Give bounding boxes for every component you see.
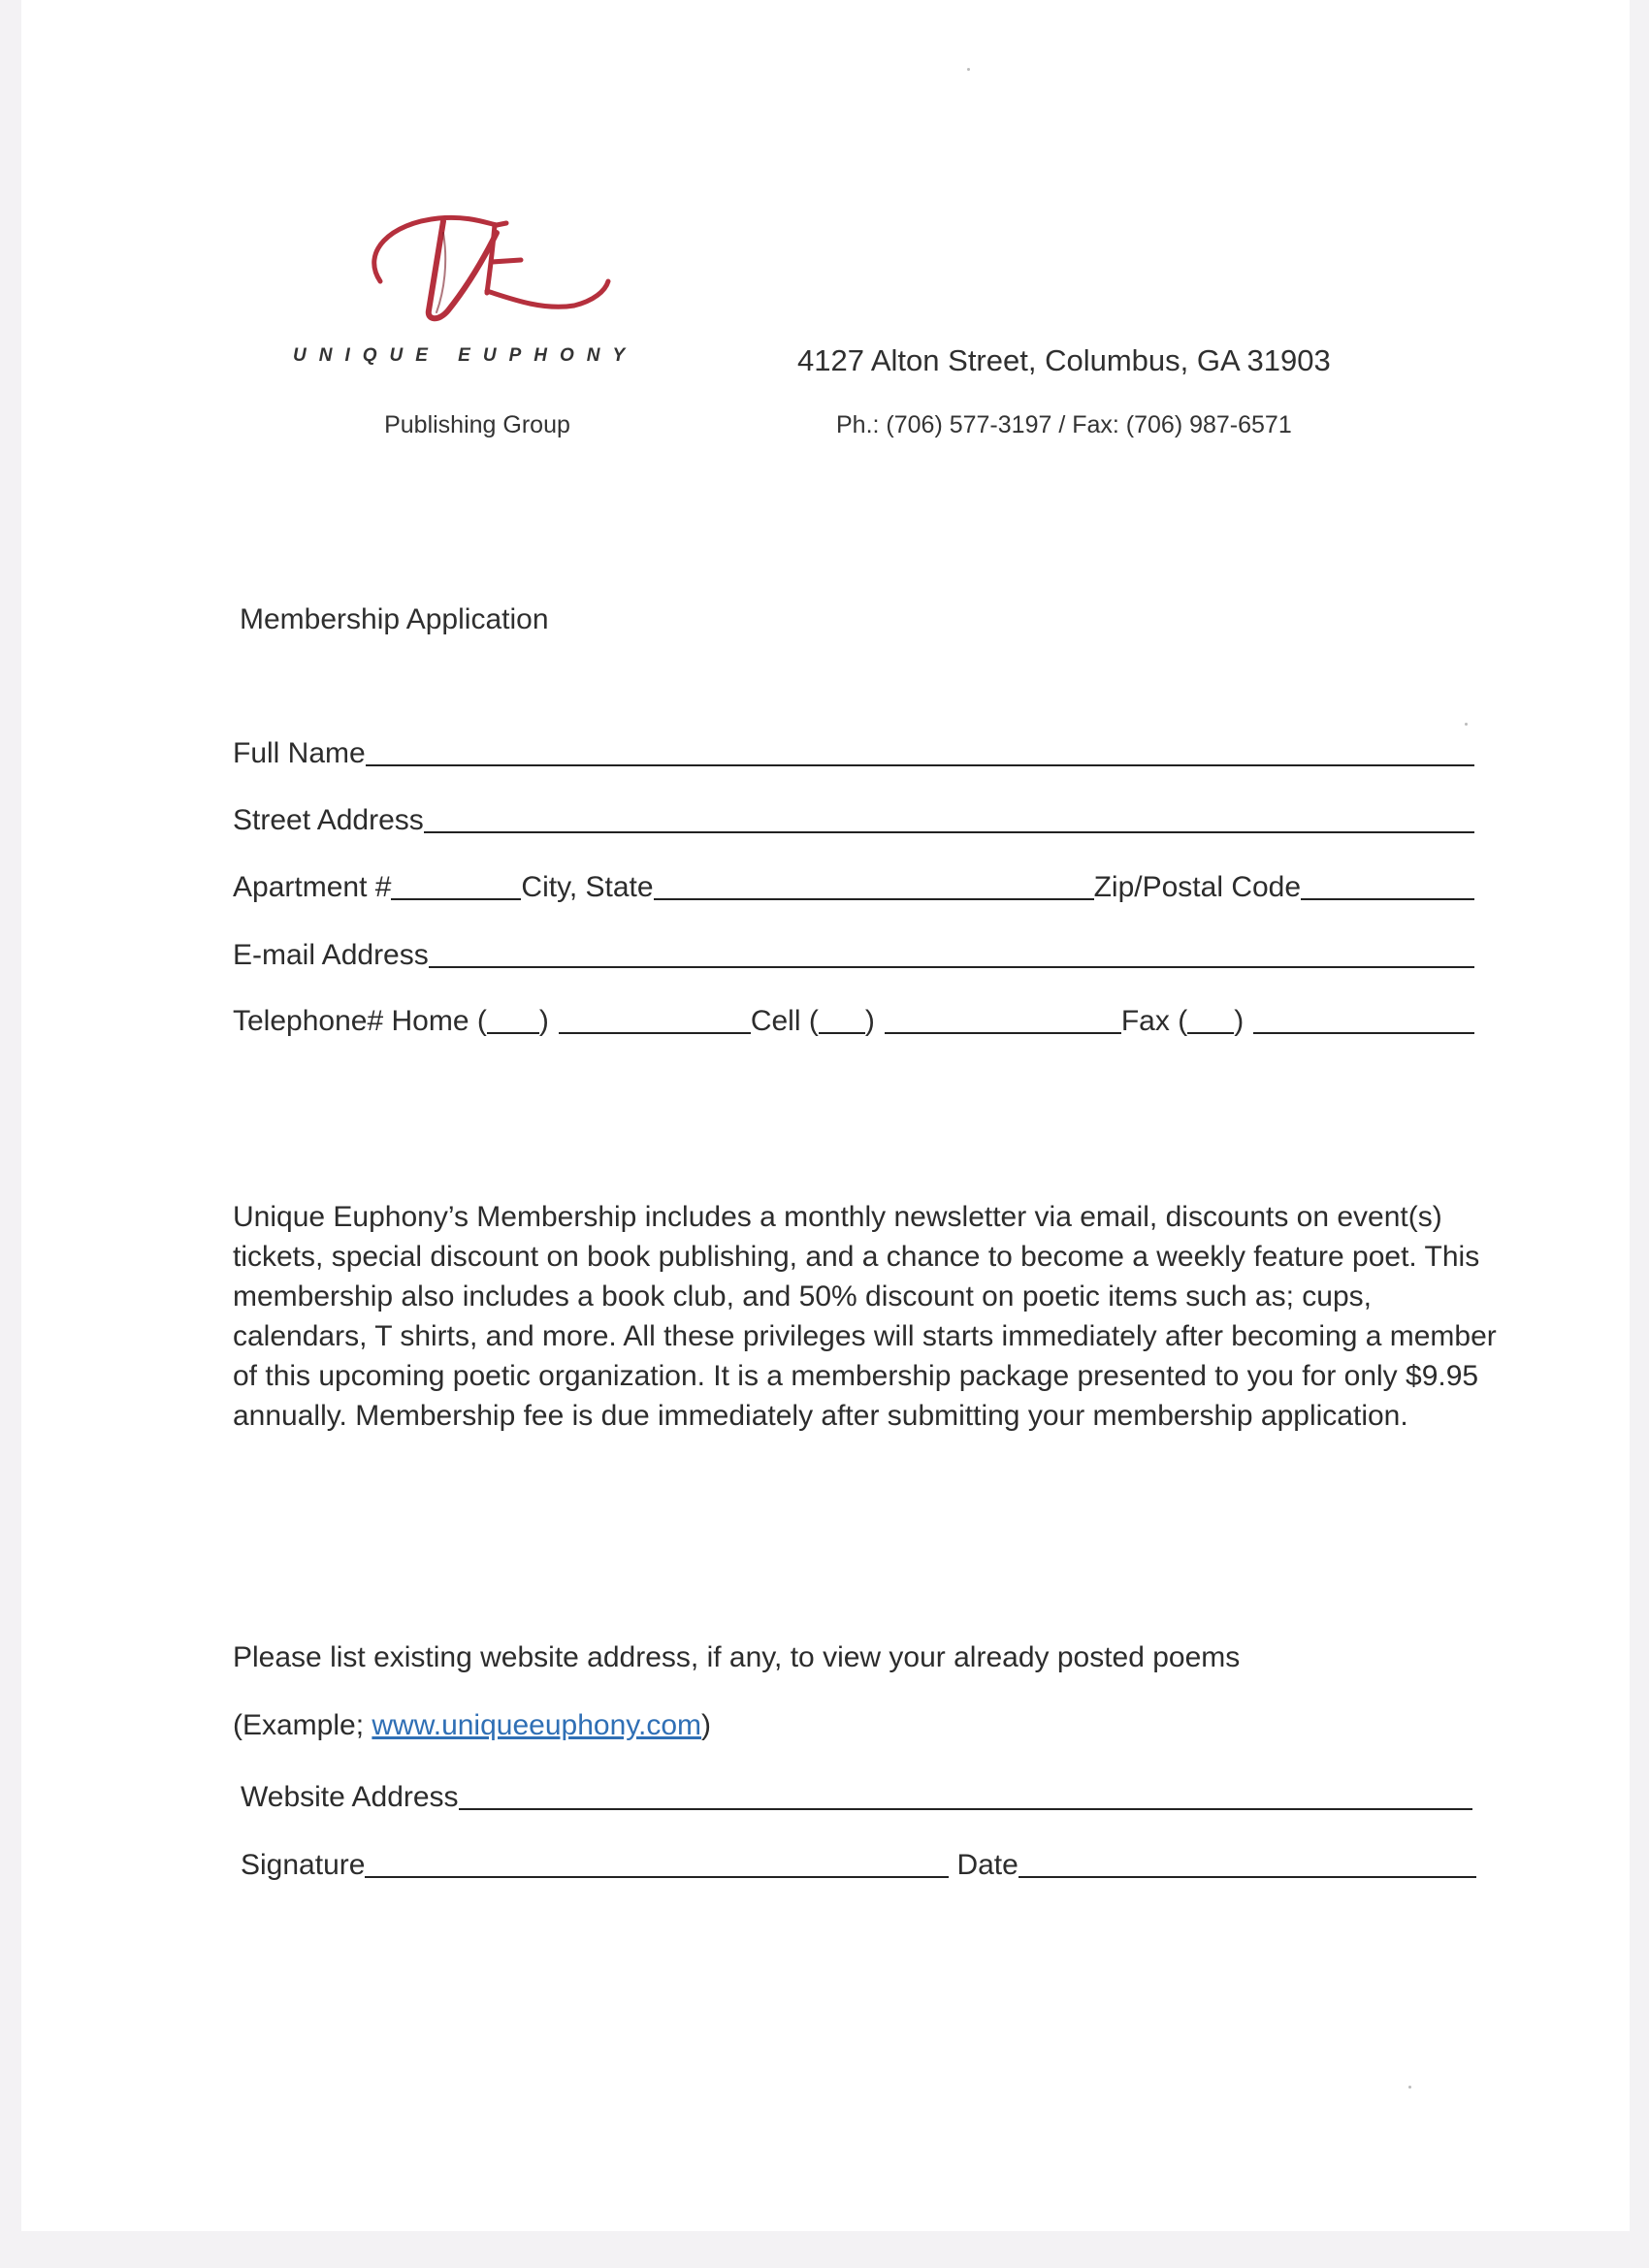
brand-name: UNIQUE EUPHONY [293, 345, 638, 366]
brand-subtitle: Publishing Group [384, 411, 570, 438]
cell-paren-close: ) [864, 1005, 875, 1037]
fax-label: Fax ( [1120, 1005, 1188, 1037]
unique-euphony-logo [351, 204, 623, 340]
home-paren-close: ) [538, 1005, 549, 1037]
website-address-label: Website Address [241, 1781, 459, 1813]
example-link[interactable]: www.uniqueeuphony.com [372, 1709, 702, 1741]
cell-phone-field[interactable] [885, 1003, 1121, 1034]
fax-phone-field[interactable] [1253, 1003, 1474, 1034]
cell-area-code-field[interactable] [819, 1003, 865, 1034]
home-phone-field[interactable] [559, 1003, 751, 1034]
apartment-label: Apartment # [233, 871, 392, 903]
apartment-city-zip-row [233, 865, 1474, 904]
company-phone: Ph.: (706) 577-3197 / Fax: (706) 987-6571 [836, 411, 1292, 438]
apartment-field[interactable] [391, 869, 521, 900]
scan-speck [1465, 723, 1468, 726]
scan-speck [967, 68, 970, 71]
membership-description: Unique Euphony’s Membership includes a monthly newsletter via email, discounts on event(s) tickets, special discount on book publishing, and a chance to become a weekly feature poet. This membership also includes a book club, and 50% discount on poetic items such as; cups, calendars, T shirts, and more. All these privileges will starts immediately after becoming a member of this upcoming poetic organization. It is a membership package presented to you for only $9.95 annually. Membership fee is due immediately after submitting your membership application. [233, 1201, 1497, 1432]
telephone-home-label: Telephone# Home ( [233, 1005, 487, 1037]
full-name-field[interactable] [366, 735, 1474, 766]
telephone-row [233, 999, 1474, 1038]
date-label: Date [956, 1849, 1018, 1881]
page-title: Membership Application [240, 603, 549, 635]
zip-label: Zip/Postal Code [1093, 871, 1302, 903]
website-address-row [241, 1775, 1472, 1814]
street-address-row [233, 798, 1474, 837]
email-field[interactable] [429, 937, 1474, 968]
city-state-label: City, State [521, 871, 654, 903]
email-row [233, 933, 1474, 972]
signature-field[interactable] [365, 1847, 949, 1878]
full-name-row [233, 731, 1474, 770]
website-prompt: Please list existing website address, if any, to view your already posted poems [233, 1641, 1241, 1673]
date-field[interactable] [1018, 1847, 1476, 1878]
example-prefix: (Example; [233, 1709, 372, 1741]
signature-label: Signature [241, 1849, 366, 1881]
signature-date-row [241, 1843, 1476, 1882]
street-address-label: Street Address [233, 804, 424, 836]
city-state-field[interactable] [654, 869, 1094, 900]
company-address: 4127 Alton Street, Columbus, GA 31903 [797, 343, 1331, 377]
example-suffix: ) [701, 1709, 712, 1741]
website-example [233, 1709, 711, 1742]
fax-paren-close: ) [1234, 1005, 1245, 1037]
document-page [21, 0, 1630, 2231]
cell-label: Cell ( [750, 1005, 819, 1037]
fax-area-code-field[interactable] [1187, 1003, 1234, 1034]
website-address-field[interactable] [459, 1779, 1472, 1810]
email-label: E-mail Address [233, 939, 429, 971]
zip-field[interactable] [1301, 869, 1474, 900]
street-address-field[interactable] [424, 802, 1474, 833]
home-area-code-field[interactable] [487, 1003, 539, 1034]
scan-speck [1408, 2086, 1411, 2089]
full-name-label: Full Name [233, 737, 366, 769]
